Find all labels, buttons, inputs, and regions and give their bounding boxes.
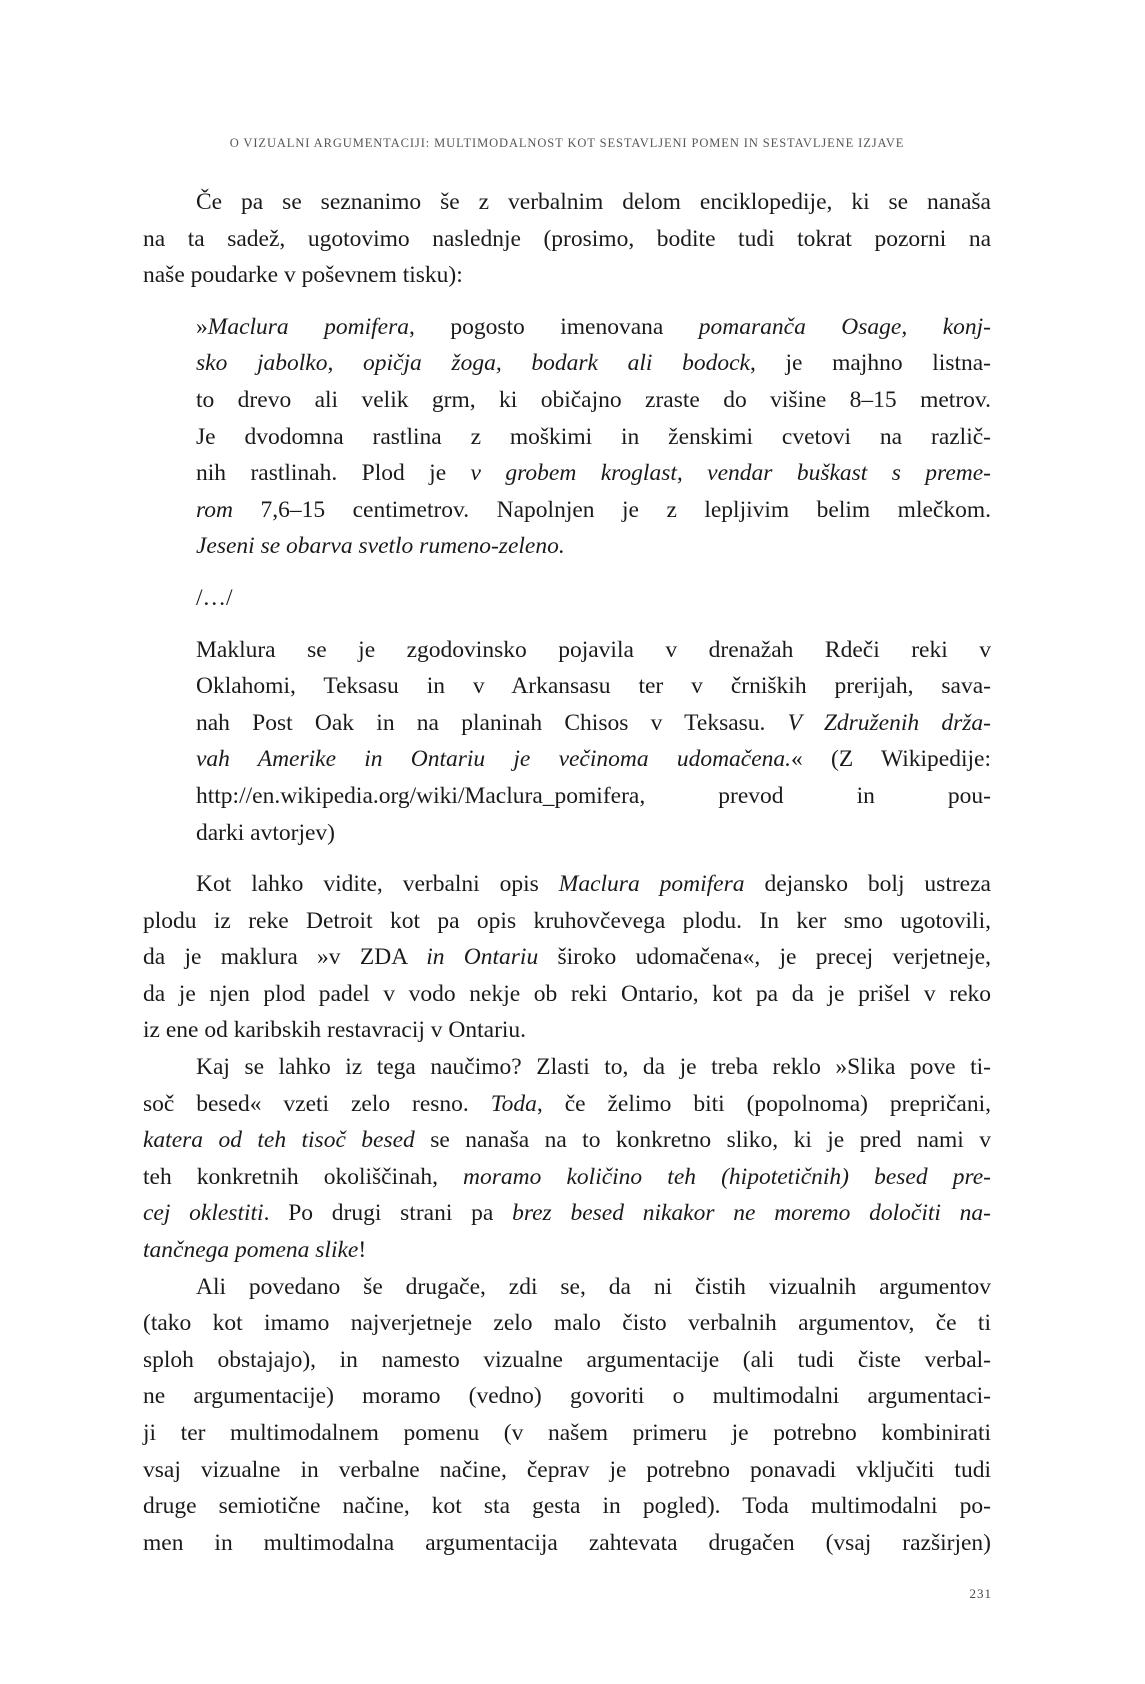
text-line: http://en.wikipedia.org/wiki/Maclura_pomifera, prevod in pou- [196, 782, 991, 809]
text-line: soč besed« vzeti zelo resno. Toda, če želimo biti (popolnoma) prepričani, [143, 1090, 991, 1117]
paragraph-3 [143, 1049, 991, 1269]
text-line: vsaj vizualne in verbalne načine, čeprav je potrebno ponavadi vključiti tudi [143, 1456, 991, 1483]
text-line: cej oklestiti. Po drugi strani pa brez besed nikakor ne moremo določiti na- [143, 1200, 991, 1227]
text-line: Jeseni se obarva svetlo rumeno-zeleno. [196, 533, 565, 560]
text-line: druge semiotične načine, kot sta gesta in pogled). Toda multimodalni po- [143, 1493, 991, 1520]
text-line: da je njen plod padel v vodo nekje ob reki Ontario, kot pa da je prišel v reko [143, 980, 991, 1007]
quote-ellipsis: /…/ [196, 584, 233, 611]
text-line: naše poudarke v poševnem tisku): [143, 262, 463, 289]
paragraph-4 [143, 1269, 991, 1562]
block-quote-1 [196, 309, 991, 565]
text-line: nah Post Oak in na planinah Chisos v Teksasu. V Združenih drža- [196, 709, 991, 736]
text-line: darki avtorjev) [196, 819, 335, 846]
text-line: da je maklura »v ZDA in Ontariu široko udomačena«, je precej verjetneje, [143, 944, 991, 971]
text-line: Ali povedano še drugače, zdi se, da ni čistih vizualnih argumentov [196, 1273, 991, 1300]
text-line: Oklahomi, Teksasu in v Arkansasu ter v črniških prerijah, sava- [196, 673, 991, 700]
text-line: ji ter multimodalnem pomenu (v našem primeru je potrebno kombinirati [143, 1420, 991, 1446]
text-line: teh konkretnih okoliščinah, moramo količino teh (hipotetičnih) besed pre- [143, 1163, 991, 1190]
block-quote-2 [196, 632, 991, 852]
text-line: Je dvodomna rastlina z moškimi in ženskimi cvetovi na različ- [196, 423, 991, 450]
text-line: iz ene od karibskih restavracij v Ontariu. [143, 1017, 527, 1044]
paragraph-2 [143, 866, 991, 1049]
text-line: (tako kot imamo najverjetneje zelo malo čisto verbalnih argumentov, če ti [143, 1310, 991, 1337]
text-line: men in multimodalna argumentacija zahtevata drugačen (vsaj razširjen) [143, 1529, 991, 1556]
text-line: to drevo ali velik grm, ki običajno zraste do višine 8–15 metrov. [196, 386, 991, 413]
text-line: sploh obstajajo), in namesto vizualne argumentacije (ali tudi čiste verbal- [143, 1346, 991, 1373]
text-line: na ta sadež, ugotovimo naslednje (prosimo, bodite tudi tokrat pozorni na [143, 225, 991, 252]
text-line: »Maclura pomifera, pogosto imenovana pomaranča Osage, konj- [196, 313, 991, 340]
text-line: katera od teh tisoč besed se nanaša na to konkretno sliko, ki je pred nami v [143, 1127, 991, 1154]
intro-paragraph [143, 184, 991, 294]
text-line: ne argumentacije) moramo (vedno) govoriti o multimodalni argumentaci- [143, 1383, 991, 1410]
page-number: 231 [969, 1586, 992, 1601]
text-line: plodu iz reke Detroit kot pa opis kruhovčevega plodu. In ker smo ugotovili, [143, 907, 991, 934]
text-line: nih rastlinah. Plod je v grobem kroglast, vendar buškast s preme- [196, 460, 991, 487]
text-line: sko jabolko, opičja žoga, bodark ali bodock, je majhno listna- [196, 350, 991, 377]
text-line: Maklura se je zgodovinsko pojavila v drenažah Rdeči reki v [196, 636, 991, 663]
text-line: rom 7,6–15 centimetrov. Napolnjen je z lepljivim belim mlečkom. [196, 496, 991, 523]
text-line: Če pa se seznanimo še z verbalnim delom enciklopedije, ki se nanaša [196, 189, 991, 215]
text-line: Kaj se lahko iz tega naučimo? Zlasti to, da je treba reklo »Slika pove ti- [196, 1054, 991, 1081]
running-header: O VIZUALNI ARGUMENTACIJI: MULTIMODALNOST KOT SESTAVLJENI POMEN IN SESTAVLJENE IZJAVE [229, 136, 905, 150]
text-line: tančnega pomena slike! [143, 1237, 367, 1264]
text-line: vah Amerike in Ontariu je večinoma udomačena.« (Z Wikipedije: [196, 746, 991, 773]
body-text [143, 184, 991, 1561]
text-line: Kot lahko vidite, verbalni opis Maclura pomifera dejansko bolj ustreza [196, 871, 991, 898]
